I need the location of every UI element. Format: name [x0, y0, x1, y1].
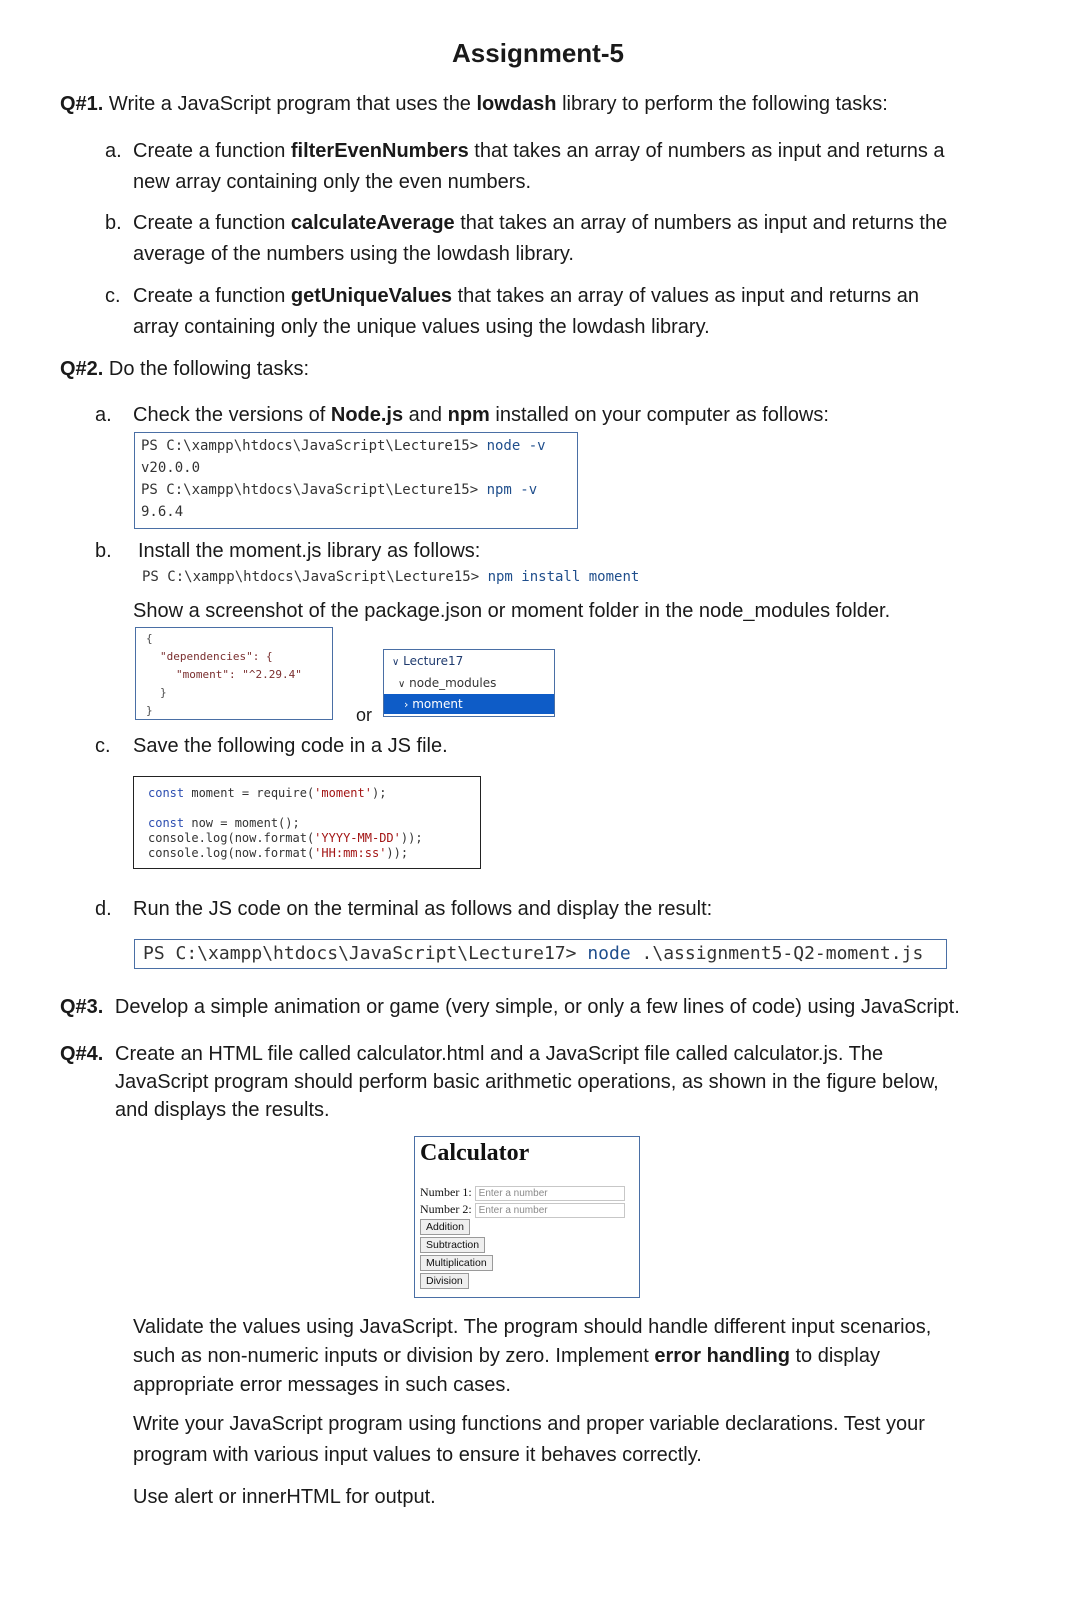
q1-a-letter: a. [105, 140, 122, 162]
code-2a: now = moment(); [184, 816, 300, 830]
calc-num2-label: Number 2: [420, 1202, 472, 1216]
q1-b-letter: b. [105, 212, 122, 234]
q2-a-node: Node.js [330, 404, 404, 426]
q1-a-line2: new array containing only the even numbers. [133, 171, 532, 193]
term-cmd-1: node -v [486, 438, 546, 454]
page-title: Assignment-5 [452, 38, 624, 68]
calc-num1-label: Number 1: [420, 1185, 472, 1199]
q1-c-post: that takes an array of values as input and returns an [452, 285, 919, 307]
q4-line2: JavaScript program should perform basic arithmetic operations, as shown in the figure below, [115, 1071, 939, 1093]
calculator-figure [414, 1136, 640, 1298]
q2-a-npm: npm [447, 404, 490, 426]
q2-d-text: Run the JS code on the terminal as follows and display the result: [133, 898, 713, 920]
code-3b: )); [400, 831, 423, 845]
q2-b-letter: b. [95, 540, 112, 562]
code-block [133, 776, 481, 869]
tree-moment-label: moment [412, 697, 463, 711]
p1-line2-end: to display [789, 1345, 880, 1367]
q2-item-c [95, 731, 448, 762]
code-str-3: 'YYYY-MM-DD' [314, 831, 401, 845]
p1-line1: Validate the values using JavaScript. The program should handle different input scenarios, [133, 1316, 932, 1338]
q4-line1: Create an HTML file called calculator.html and a JavaScript file called calculator.js. The [115, 1043, 884, 1065]
q1-b-post: that takes an array of numbers as input and returns the [454, 212, 948, 234]
q1-lib: lowdash [476, 93, 557, 115]
q1-item-c [105, 281, 1025, 343]
q2-item-d [95, 894, 712, 925]
q2-heading [60, 355, 309, 384]
code-1b: ); [371, 786, 387, 800]
calc-row-2 [420, 1201, 639, 1218]
q1-text-a: Write a JavaScript program that uses the [108, 93, 477, 115]
q1-text-b: library to perform the following tasks: [556, 93, 888, 115]
code-4a: console.log(now.format( [148, 846, 315, 860]
subtraction-button[interactable]: Subtraction [420, 1237, 485, 1253]
q1-b-line2: average of the numbers using the lowdash library. [133, 243, 574, 265]
install-command [142, 566, 639, 588]
q1-c-pre: Create a function [133, 285, 291, 307]
file-tree [383, 649, 555, 717]
calc-title: Calculator [420, 1140, 530, 1166]
q1-item-a [105, 136, 1025, 198]
q2-item-b [95, 536, 480, 567]
calc-num1-input[interactable]: Enter a number [475, 1186, 625, 1201]
json-close: } [146, 704, 153, 717]
q1-b-fn: calculateAverage [290, 212, 455, 234]
show-screenshot-text: Show a screenshot of the package.json or moment folder in the node_modules folder. [133, 600, 891, 622]
or-text: or [356, 705, 373, 725]
q2-number: Q#2. [60, 358, 104, 380]
run-arg: .\assignment5-Q2-moment.js [630, 943, 924, 964]
q1-a-fn: filterEvenNumbers [290, 140, 469, 162]
q1-c-letter: c. [105, 285, 121, 307]
term-out-1: v20.0.0 [141, 460, 201, 476]
q4-number: Q#4. [60, 1043, 104, 1065]
q2-d-letter: d. [95, 898, 112, 920]
q1-heading [60, 90, 888, 119]
p1-line3: appropriate error messages in such cases. [133, 1374, 511, 1396]
q1-a-post: that takes an array of numbers as input and returns a [468, 140, 945, 162]
tree-moment[interactable] [384, 694, 554, 714]
json-open: { [146, 632, 153, 645]
q1-c-line2: array containing only the unique values using the lowdash library. [133, 316, 710, 338]
run-prompt: PS C:\xampp\htdocs\JavaScript\Lecture17> [143, 943, 588, 964]
tree-lecture-label: Lecture17 [403, 654, 464, 668]
tree-node-modules-label: node_modules [409, 676, 497, 690]
q2-c-letter: c. [95, 735, 111, 757]
q2-text: Do the following tasks: [103, 358, 310, 380]
q3-heading [60, 993, 1060, 1022]
p2-line1: Write your JavaScript program using functions and proper variable declarations. Test your [133, 1413, 925, 1435]
package-json-box [135, 627, 333, 720]
q2-a-letter: a. [95, 404, 112, 426]
validate-paragraph [133, 1313, 1053, 1400]
json-moment: "moment": "^2.29.4" [176, 668, 302, 681]
q4-heading [60, 1040, 1060, 1124]
term-prompt-1: PS C:\xampp\htdocs\JavaScript\Lecture15> [141, 438, 487, 454]
term-prompt-2: PS C:\xampp\htdocs\JavaScript\Lecture15> [141, 482, 487, 498]
q4-line3: and displays the results. [115, 1099, 330, 1121]
p1-line2: such as non-numeric inputs or division by zero. Implement [133, 1345, 655, 1367]
q3-number: Q#3. [60, 996, 104, 1018]
term-out-2: 9.6.4 [141, 504, 184, 520]
code-str-1: 'moment' [314, 786, 372, 800]
chevron-down-icon: ∨ [398, 679, 406, 690]
chevron-down-icon: ∨ [392, 657, 400, 668]
code-3a: console.log(now.format( [148, 831, 315, 845]
code-kw-1: const [148, 786, 185, 800]
q2-item-a [95, 400, 829, 431]
code-4b: )); [386, 846, 409, 860]
write-paragraph [133, 1409, 1053, 1471]
p2-line2: program with various input values to ensure it behaves correctly. [133, 1444, 702, 1466]
q2-b-text: Install the moment.js library as follows: [138, 540, 481, 562]
addition-button[interactable]: Addition [420, 1219, 470, 1235]
multiplication-button[interactable]: Multiplication [420, 1255, 493, 1271]
division-button[interactable]: Division [420, 1273, 469, 1289]
tree-node-modules[interactable] [384, 672, 554, 694]
install-cmd: npm install moment [487, 569, 640, 585]
term-cmd-2: npm -v [486, 482, 538, 498]
q1-b-pre: Create a function [133, 212, 291, 234]
q1-item-b [105, 208, 1025, 270]
q1-a-pre: Create a function [133, 140, 291, 162]
q2-a-post: installed on your computer as follows: [489, 404, 829, 426]
json-inner-close: } [160, 686, 167, 699]
tree-lecture17[interactable] [384, 650, 554, 672]
code-str-4: 'HH:mm:ss' [314, 846, 387, 860]
q2-a-pre: Check the versions of [133, 404, 331, 426]
calc-row-1 [420, 1184, 639, 1201]
json-deps: "dependencies": { [160, 650, 273, 663]
chevron-right-icon: › [404, 698, 409, 711]
q2-a-mid: and [403, 404, 448, 426]
install-prompt: PS C:\xampp\htdocs\JavaScript\Lecture15> [142, 569, 488, 585]
version-terminal [134, 432, 578, 529]
run-cmd: node [587, 943, 631, 964]
output-paragraph: Use alert or innerHTML for output. [133, 1486, 436, 1508]
code-1a: moment = require( [184, 786, 315, 800]
p1-bold: error handling [654, 1345, 790, 1367]
run-terminal [134, 939, 947, 969]
q1-number: Q#1. [60, 93, 104, 115]
q2-c-text: Save the following code in a JS file. [133, 735, 448, 757]
q3-text: Develop a simple animation or game (very simple, or only a few lines of code) using JavaScript. [114, 996, 960, 1018]
code-kw-2: const [148, 816, 185, 830]
calc-num2-input[interactable]: Enter a number [475, 1203, 625, 1218]
q1-c-fn: getUniqueValues [290, 285, 453, 307]
